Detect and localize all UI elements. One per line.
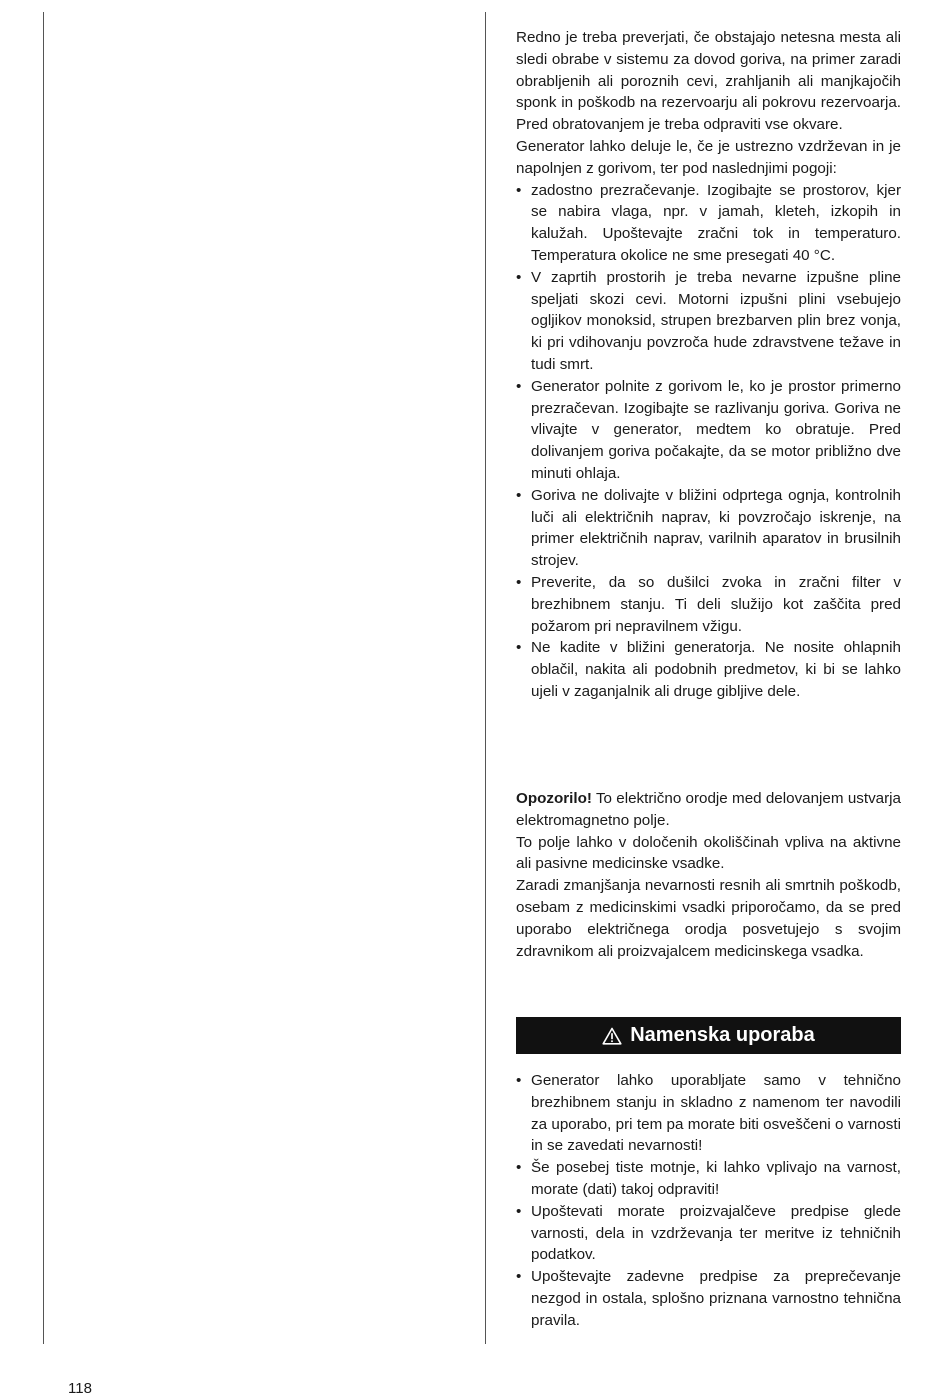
paragraph: Redno je treba preverjati, če obstajajo netesna mesta ali sledi obrabe v sistemu za dovod goriva, na primer zaradi obrabljenih ali poroznih cevi, zrahljanih ali manjkajočih sponk in poškodb na rezervoarju ali pokrovu rezervoarja. Pred obratovanjem je treba odpraviti vse okvare.: [516, 29, 901, 134]
list-item: • Še posebej tiste motnje, ki lahko vplivajo na varnost, morate (dati) takoj odpraviti!: [516, 1157, 901, 1201]
list-item: • Upoštevati morate proizvajalčeve predpise glede varnosti, dela in vzdrževanja ter meritve iz tehničnih podatkov.: [516, 1201, 901, 1266]
bullet-list: [516, 180, 901, 703]
column-divider-rule: [485, 12, 486, 1344]
list-item: • V zaprtih prostorih je treba nevarne izpušne pline speljati skozi cevi. Motorni izpušni plini vsebujejo ogljikov monoksid, strupen brezbarven plin brez vonja, ki pri vdihovanju povzroča hude zdravstvene težave in tudi smrt.: [516, 267, 901, 376]
list-item: • Goriva ne dolivajte v bližini odprtega ognja, kontrolnih luči ali električnih naprav, ki povzročajo iskrenje, na primer električnih naprav, varilnih aparatov in brusilnih strojev.: [516, 485, 901, 572]
paragraph: [516, 788, 901, 832]
section-title: Namenska uporaba: [630, 1024, 815, 1046]
section-heading-bar: [516, 1017, 901, 1054]
list-item: • Generator lahko uporabljate samo v tehnično brezhibnem stanju in skladno z namenom ter navodili za uporabo, pri tem pa morate biti osveščeni o varnosti in se zavedati nevarnosti!: [516, 1070, 901, 1157]
paragraph: Zaradi zmanjšanja nevarnosti resnih ali smrtnih poškodb, osebam z medicinskimi vsadki priporočamo, da se pred uporabo električnega orodja posvetujejo s svojim zdravnikom ali proizvajalcem medicinskega vsadka.: [516, 877, 901, 960]
bullet-list: [516, 1070, 901, 1332]
page-number: 118: [68, 1380, 92, 1397]
list-item: • Ne kadite v bližini generatorja. Ne nosite ohlapnih oblačil, nakita ali podobnih predmetov, ki bi se lahko ujeli v zaganjalnik ali druge gibljive dele.: [516, 637, 901, 702]
left-margin-rule: [43, 12, 44, 1344]
warning-lead-text: To električno orodje med delovanjem ustvarja elektromagnetno polje.: [516, 790, 901, 829]
emf-warning-block: [516, 788, 901, 962]
list-item: • Upoštevajte zadevne predpise za preprečevanje nezgod in ostala, splošno priznana varnostno tehnična pravila.: [516, 1266, 901, 1331]
warning-triangle-icon: [602, 1027, 622, 1045]
fuel-safety-section: [516, 27, 901, 703]
warning-label: Opozorilo!: [516, 790, 592, 807]
list-item: • zadostno prezračevanje. Izogibajte se prostorov, kjer se nabira vlaga, npr. v jamah, kleteh, izkopih in kalužah. Upoštevajte zračni tok in temperaturo. Temperatura okolice ne sme presegati 40 °C.: [516, 180, 901, 267]
list-item: • Preverite, da so dušilci zvoka in zračni filter v brezhibnem stanju. Ti deli služijo kot zaščita pred požarom pri nepravilnem vžigu.: [516, 572, 901, 637]
intended-use-section: [516, 1070, 901, 1332]
list-item: • Generator polnite z gorivom le, ko je prostor primerno prezračevan. Izogibajte se razlivanju goriva. Goriva ne vlivajte v generator, medtem ko obratuje. Pred dolivanjem goriva počakajte, da se motor približno dve minuti ohlaja.: [516, 376, 901, 485]
paragraph: Generator lahko deluje le, če je ustrezno vzdrževan in je napolnjen z gorivom, ter pod naslednjimi pogoji:: [516, 137, 901, 177]
paragraph: To polje lahko v določenih okoliščinah vpliva na aktivne ali pasivne medicinske vsadke.: [516, 833, 901, 873]
